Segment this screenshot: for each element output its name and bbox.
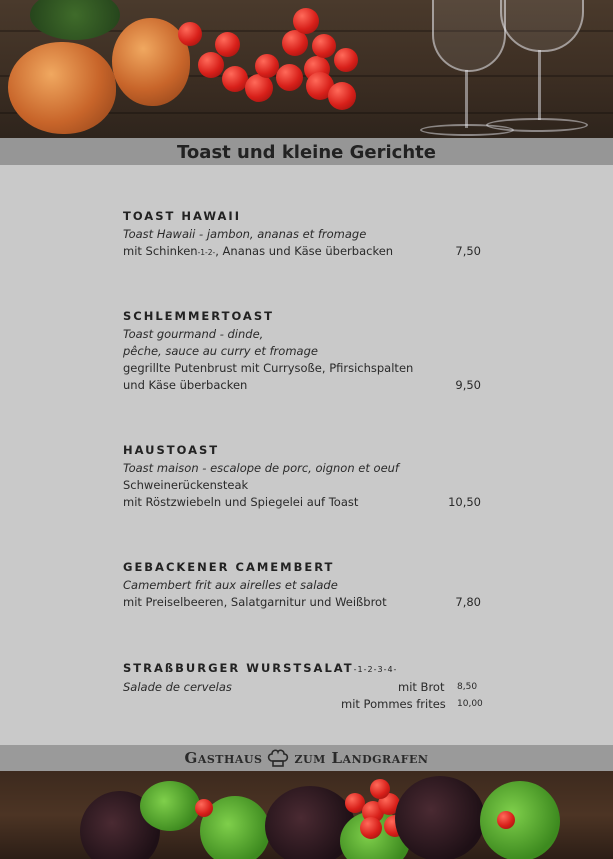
page-title: Toast und kleine Gerichte (177, 142, 436, 163)
header-photo (0, 0, 613, 138)
brand-logo (185, 745, 429, 771)
menu-item-haustoast (123, 442, 493, 511)
dish-description-de: mit Schinken-1-2-, Ananas und Käse überbacken 7,50 (123, 244, 481, 258)
dish-description-fr: Camembert frit aux airelles et salade (123, 578, 338, 592)
allergen-note: -1-2- (197, 248, 216, 257)
dish-price: 10,50 (448, 495, 481, 509)
option-label: mit Brot (398, 680, 445, 694)
option-price: 10,00 (457, 699, 483, 709)
option-label: mit Pommes frites (341, 697, 446, 711)
brand-name-right: zum Landgrafen (294, 749, 429, 767)
dish-option-row (123, 679, 493, 696)
dish-name: GEBACKENER CAMEMBERT (123, 560, 335, 574)
dish-name: SCHLEMMERTOAST (123, 309, 274, 323)
dish-price: 7,80 (455, 595, 481, 609)
dish-price: 9,50 (455, 378, 481, 392)
footer-photo (0, 771, 613, 859)
chef-hat-icon (267, 748, 289, 768)
brand-name-left: Gasthaus (184, 749, 263, 767)
menu-item-toast-hawaii (123, 208, 493, 261)
dish-description-fr: pêche, sauce au curry et fromage (123, 344, 318, 358)
menu-item-schlemmertoast (123, 308, 493, 394)
dish-description-fr: Toast maison - escalope de porc, oignon et oeuf (123, 461, 399, 475)
dish-description-fr: Toast gourmand - dinde, (123, 327, 264, 341)
dish-name: TOAST HAWAII (123, 209, 241, 223)
dish-description-de: und Käse überbacken 9,50 (123, 378, 481, 392)
dish-description-de: gegrillte Putenbrust mit Currysoße, Pfirsichspalten (123, 361, 414, 375)
dish-description-fr: Toast Hawaii - jambon, ananas et fromage (123, 227, 367, 241)
menu-item-gebackener-camembert (123, 559, 493, 611)
menu-item-strassburger-wurstsalat (123, 660, 493, 713)
dish-option-row (123, 696, 493, 713)
dish-description-de: Schweinerückensteak (123, 478, 249, 492)
title-bar (0, 138, 613, 165)
dish-description-de: mit Preiselbeeren, Salatgarnitur und Weißbrot 7,80 (123, 595, 481, 609)
dish-description-fr: Salade de cervelas (123, 680, 232, 694)
dish-description-de: mit Röstzwiebeln und Spiegelei auf Toast 10,50 (123, 495, 481, 509)
dish-price: 7,50 (455, 244, 481, 258)
footer-bar (0, 745, 613, 771)
option-price: 8,50 (457, 682, 478, 692)
allergen-note: -1-2-3-4- (353, 665, 398, 674)
dish-name: STRAßBURGER WURSTSALAT-1-2-3-4- (123, 661, 398, 675)
dish-name: HAUSTOAST (123, 443, 220, 457)
